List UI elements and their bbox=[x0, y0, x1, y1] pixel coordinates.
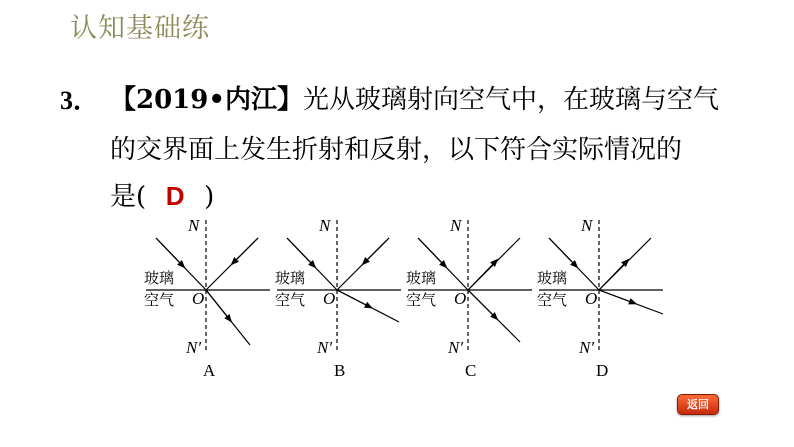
question-number: 3． bbox=[60, 86, 100, 115]
question-text-1: 光从玻璃射向空气中，在玻璃与空气 bbox=[302, 85, 719, 115]
option-b-diagram bbox=[277, 210, 407, 385]
page-title: 认知基础练 bbox=[70, 13, 210, 44]
option-a-letter: A bbox=[203, 361, 216, 380]
question-source: 【2019•内江】 bbox=[110, 85, 303, 115]
medium-bottom-label: 空气 bbox=[275, 291, 306, 309]
origin-label: O bbox=[192, 289, 205, 308]
option-b-letter: B bbox=[334, 361, 346, 380]
origin-label: O bbox=[585, 289, 598, 308]
normal-bottom-label: N′ bbox=[186, 338, 202, 357]
medium-top-label: 玻璃 bbox=[144, 269, 175, 287]
normal-top-label: N bbox=[581, 216, 593, 235]
normal-bottom-label: N′ bbox=[317, 338, 333, 357]
medium-bottom-label: 空气 bbox=[537, 291, 568, 309]
normal-top-label: N bbox=[450, 216, 462, 235]
medium-bottom-label: 空气 bbox=[144, 291, 175, 309]
answer-close-paren: ) bbox=[204, 182, 215, 212]
medium-top-label: 玻璃 bbox=[406, 269, 437, 287]
option-d-diagram bbox=[539, 210, 669, 385]
option-c-diagram bbox=[408, 210, 538, 385]
medium-top-label: 玻璃 bbox=[275, 269, 306, 287]
origin-label: O bbox=[323, 289, 336, 308]
medium-bottom-label: 空气 bbox=[406, 291, 437, 309]
medium-top-label: 玻璃 bbox=[537, 269, 568, 287]
option-d-letter: D bbox=[596, 361, 609, 380]
question-line-2: 的交界面上发生折射和反射，以下符合实际情况的 bbox=[110, 135, 683, 165]
option-a-diagram bbox=[146, 210, 276, 385]
answer-open-paren: 是( bbox=[110, 182, 147, 212]
question-line-1 bbox=[110, 79, 719, 116]
back-button[interactable]: 返回 bbox=[677, 394, 719, 415]
answer-letter: D bbox=[165, 181, 185, 211]
normal-bottom-label: N′ bbox=[579, 338, 595, 357]
option-c-letter: C bbox=[465, 361, 477, 380]
normal-bottom-label: N′ bbox=[448, 338, 464, 357]
origin-label: O bbox=[454, 289, 467, 308]
normal-top-label: N bbox=[319, 216, 331, 235]
question-line-3 bbox=[110, 176, 214, 213]
normal-top-label: N bbox=[188, 216, 200, 235]
